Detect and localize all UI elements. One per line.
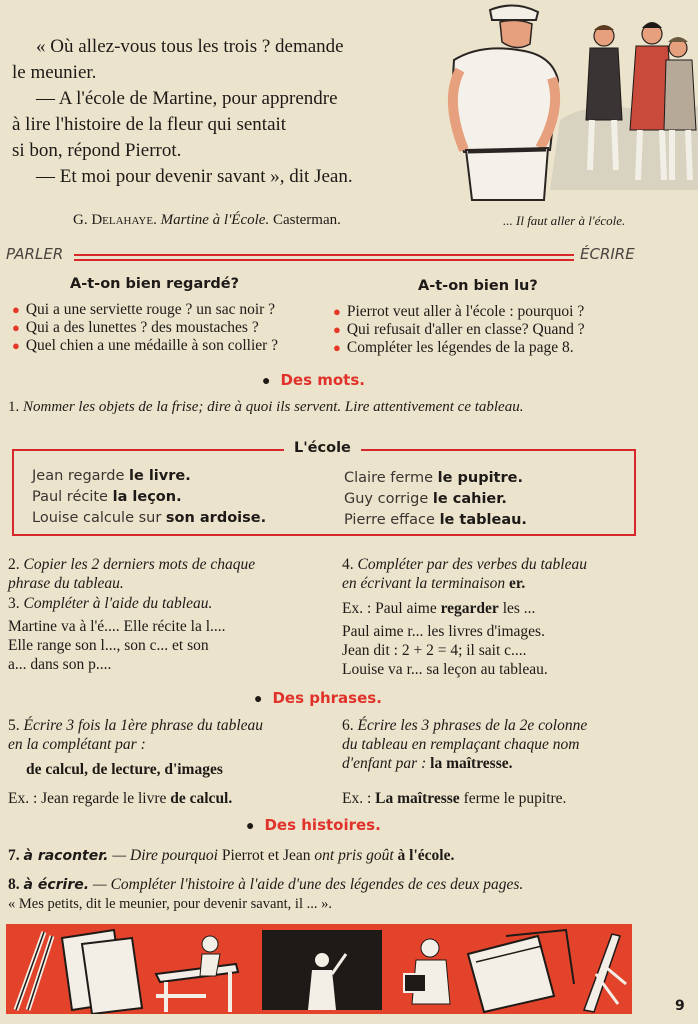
table-row: Claire ferme le pupitre. bbox=[344, 470, 523, 486]
exercise-2: 2. Copier les 2 derniers mots de chaque phrase du tableau. bbox=[8, 556, 256, 592]
section-phrases bbox=[254, 689, 382, 708]
quote-text bbox=[12, 34, 436, 190]
table-left-col bbox=[32, 466, 266, 529]
parler-label: PARLER bbox=[6, 245, 64, 263]
bullet-icon: ● bbox=[333, 340, 341, 355]
bullet-icon: ● bbox=[262, 374, 271, 389]
quote-line: — A l'école de Martine, pour apprendre bbox=[36, 88, 338, 109]
list-item: ● Quel chien a une médaille à son collier ? bbox=[12, 337, 279, 354]
bullet-icon: ● bbox=[12, 320, 20, 335]
table-title: L'école bbox=[284, 440, 361, 456]
table-row: Paul récite la leçon. bbox=[32, 489, 182, 505]
list-item: ● Qui refusait d'aller en classe? Quand ? bbox=[333, 321, 585, 338]
table-row: Jean regarde le livre. bbox=[32, 468, 191, 484]
quote-book: Martine à l'École. bbox=[160, 212, 270, 228]
section-title: Des histoires. bbox=[264, 816, 381, 834]
exercise-1 bbox=[8, 399, 523, 416]
section-title: Des mots. bbox=[280, 371, 365, 389]
quote-line: « Où allez-vous tous les trois ? demande bbox=[36, 36, 344, 57]
exercise-4: 4. Compléter par des verbes du tableau en écrivant la terminaison er. Ex. : Paul aime regarder les ... Paul aime r... les livres d'images. Jean dit : 2 + 2 = 4; il sait c.... Louise va r... sa leçon au tableau. bbox=[342, 556, 587, 678]
right-col-title: A-t-on bien lu? bbox=[418, 278, 538, 294]
header-rule bbox=[74, 254, 574, 261]
exercise-5: 5. Écrire 3 fois la 1ère phrase du tableau en la complétant par : de calcul, de lecture, d'images Ex. : Jean regarde le livre de calcul. bbox=[8, 717, 264, 807]
list-item: ● Compléter les légendes de la page 8. bbox=[333, 339, 574, 356]
table-row: Louise calcule sur son ardoise. bbox=[32, 510, 267, 526]
quote-line: à lire l'histoire de la fleur qui sentait bbox=[12, 114, 287, 135]
blackboard-icon bbox=[262, 930, 382, 1010]
exercise-3: 3. Compléter à l'aide du tableau. Martine va à l'é.... Elle récite la l.... Elle range son l..., son c... et son a... dans son p.... bbox=[8, 595, 226, 673]
exercise-8: 8. à écrire. — Compléter l'histoire à l'aide d'une des légendes de ces deux pages. « Mes petits, dit le meunier, pour devenir savant, il ... ». bbox=[8, 876, 524, 912]
quote-line: le meunier. bbox=[12, 62, 97, 83]
exercise-7: 7. à raconter. — Dire pourquoi Pierrot et Jean ont pris goût à l'école. bbox=[8, 847, 455, 864]
bullet-icon: ● bbox=[333, 322, 341, 337]
section-histoires bbox=[246, 816, 381, 835]
bullet-icon: ● bbox=[246, 819, 255, 834]
list-item: ● Qui a des lunettes ? des moustaches ? bbox=[12, 319, 259, 336]
list-item: ● Qui a une serviette rouge ? un sac noir ? bbox=[12, 301, 276, 318]
section-title: Des phrases. bbox=[272, 689, 382, 707]
quote-line: — Et moi pour devenir savant », dit Jean. bbox=[36, 166, 353, 187]
right-col-list bbox=[333, 303, 585, 357]
bullet-icon: ● bbox=[254, 692, 263, 707]
miller-and-children-illustration bbox=[440, 0, 698, 210]
left-col-title: A-t-on bien regardé? bbox=[70, 276, 240, 292]
page-number: 9 bbox=[675, 998, 685, 1014]
quote-line: si bon, répond Pierrot. bbox=[12, 140, 182, 161]
exercise-6: 6. Écrire les 3 phrases de la 2e colonne du tableau en remplaçant chaque nom d'enfant par : la maîtresse. Ex. : La maîtresse ferme le pupitre. bbox=[342, 717, 588, 807]
bullet-icon: ● bbox=[333, 304, 341, 319]
notebooks-icon bbox=[62, 930, 142, 1014]
exercise-number: 1. bbox=[8, 399, 20, 415]
illustration-caption: ... Il faut aller à l'école. bbox=[503, 213, 626, 228]
table-row: Guy corrige le cahier. bbox=[344, 491, 507, 507]
exercise-text: Nommer les objets de la frise; dire à quoi ils servent. Lire attentivement ce tableau. bbox=[23, 399, 524, 415]
bullet-icon: ● bbox=[12, 302, 20, 317]
ecrire-label: ÉCRIRE bbox=[580, 245, 635, 263]
quote-author: G. Delahaye. bbox=[73, 212, 157, 228]
table-right-col bbox=[344, 468, 527, 531]
school-objects-frieze bbox=[6, 924, 632, 1014]
quote-publisher: Casterman. bbox=[272, 212, 341, 228]
section-mots bbox=[262, 371, 365, 390]
list-item: ● Pierrot veut aller à l'école : pourquoi ? bbox=[333, 303, 585, 320]
quote-source bbox=[73, 212, 341, 229]
table-row: Pierre efface le tableau. bbox=[344, 512, 527, 528]
bullet-icon: ● bbox=[12, 338, 20, 353]
left-col-list bbox=[12, 301, 278, 355]
